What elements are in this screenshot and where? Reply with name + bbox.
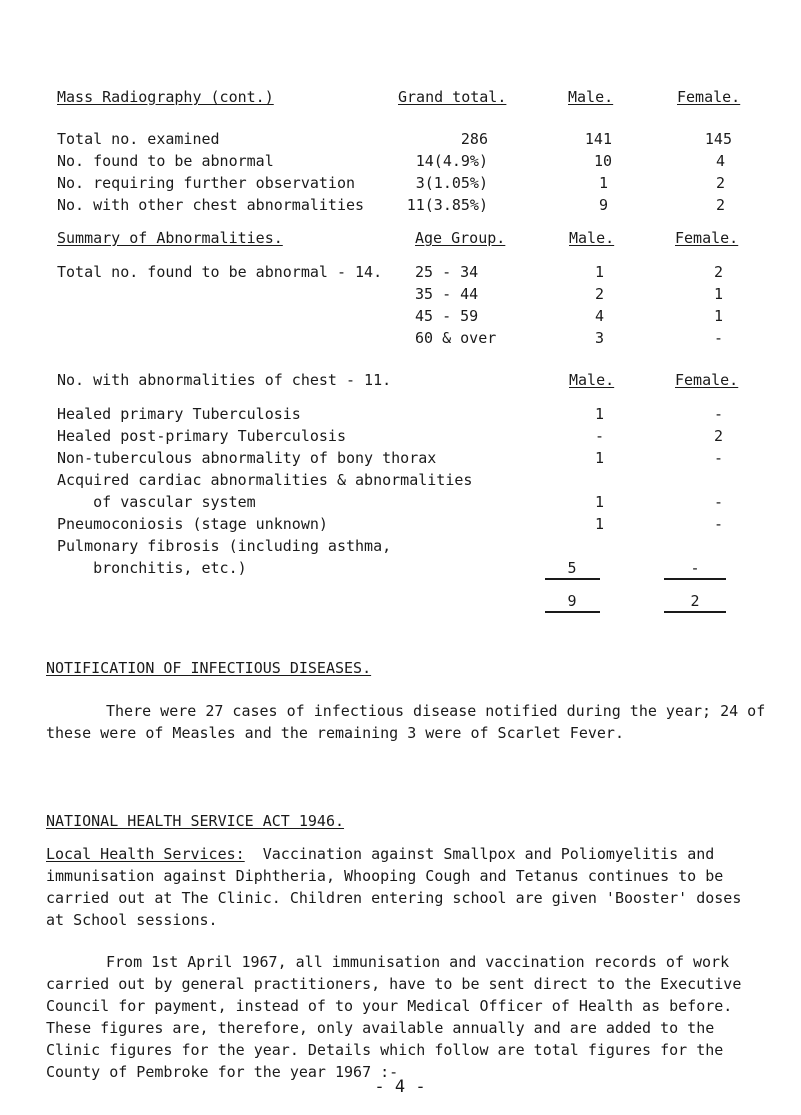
row-label: Total no. examined [57, 130, 220, 148]
row-label: Healed post-primary Tuberculosis [57, 427, 346, 445]
column-header-female: Female. [677, 88, 741, 106]
notification-heading: NOTIFICATION OF INFECTIOUS DISEASES. [46, 659, 372, 677]
female-value: 2 [713, 427, 723, 445]
total-rule-female [664, 611, 726, 613]
row-label: Pneumoconiosis (stage unknown) [57, 515, 328, 533]
male-value: 1 [598, 174, 608, 192]
male-value: 3 [594, 329, 604, 347]
female-value: - [713, 449, 723, 467]
records-paragraph: From 1st April 1967, all immunisation and vaccination records of work carried out by general practitioners, have to be sent direct to the Executive Council for payment, instead of to your Medical Officer of Health as before. These figures are, therefore, only available annually and are added to the Clinic figures for the year. Details which follow are total figures for the County of Pembroke for the year 1967 :- [46, 953, 742, 1081]
row-label: Non-tuberculous abnormality of bony thorax [57, 449, 437, 467]
total-rule-male [545, 611, 600, 613]
row-label: bronchitis, etc.) [57, 559, 247, 577]
local-health-paragraph [46, 843, 766, 931]
male-value: 2 [594, 285, 604, 303]
abnormalities-title: Summary of Abnormalities. [57, 229, 283, 247]
total-female: 2 [690, 592, 700, 610]
female-value: 2 [713, 263, 723, 281]
female-value: 145 [704, 130, 732, 148]
row-label: Healed primary Tuberculosis [57, 405, 301, 423]
female-value: 2 [715, 174, 725, 192]
female-value: 1 [713, 307, 723, 325]
column-header-age-group: Age Group. [415, 229, 506, 247]
page-number: - 4 - [374, 1077, 426, 1097]
female-value: - [713, 405, 723, 423]
row-label: Pulmonary fibrosis (including asthma, [57, 537, 392, 555]
male-value: 5 [567, 559, 577, 577]
nhs-heading: NATIONAL HEALTH SERVICE ACT 1946. [46, 812, 345, 830]
male-value: - [594, 427, 604, 445]
female-value: 4 [715, 152, 725, 170]
section-title: Mass Radiography (cont.) [57, 88, 274, 106]
male-value: 1 [594, 493, 604, 511]
local-health-lead: Local Health Services: [46, 845, 245, 863]
grand-total-value: 14(4.9%) [415, 152, 488, 170]
female-value: - [713, 515, 723, 533]
male-value: 141 [584, 130, 612, 148]
column-header-male: Male. [569, 229, 615, 247]
age-group: 45 - 59 [415, 307, 479, 325]
female-value: - [690, 559, 700, 577]
female-value: - [713, 329, 723, 347]
male-value: 1 [594, 263, 604, 281]
age-group: 25 - 34 [415, 263, 479, 281]
column-header-female: Female. [675, 229, 739, 247]
notification-paragraph: There were 27 cases of infectious disease notified during the year; 24 of these were of Measles and the remaining 3 were of Scarlet Fever. [46, 702, 766, 742]
column-header-grand-total: Grand total. [398, 88, 507, 106]
age-group: 35 - 44 [415, 285, 479, 303]
row-label: of vascular system [57, 493, 256, 511]
female-value: 2 [715, 196, 725, 214]
row-label: No. requiring further observation [57, 174, 356, 192]
age-group: 60 & over [415, 329, 497, 347]
row-label: No. found to be abnormal [57, 152, 274, 170]
female-value: 1 [713, 285, 723, 303]
subtotal-rule-female [664, 578, 726, 580]
grand-total-value: 286 [460, 130, 488, 148]
male-value: 4 [594, 307, 604, 325]
total-male: 9 [567, 592, 577, 610]
row-label: Acquired cardiac abnormalities & abnormalities [57, 471, 473, 489]
grand-total-value: 11(3.85%) [406, 196, 488, 214]
male-value: 9 [598, 196, 608, 214]
column-header-female: Female. [675, 371, 739, 389]
row-label: No. with other chest abnormalities [57, 196, 365, 214]
grand-total-value: 3(1.05%) [415, 174, 488, 192]
male-value: 1 [594, 515, 604, 533]
abnormal-total-label: Total no. found to be abnormal - 14. [57, 263, 383, 281]
chest-title: No. with abnormalities of chest - 11. [57, 371, 392, 389]
column-header-male: Male. [568, 88, 614, 106]
male-value: 1 [594, 405, 604, 423]
column-header-male: Male. [569, 371, 615, 389]
male-value: 10 [593, 152, 612, 170]
local-health-text: Vaccination against Smallpox and Poliomyelitis and immunisation against Diphtheria, Whooping Cough and Tetanus continues to be carried out at The Clinic. Children entering school are given 'Booster' doses at School sessions. [46, 845, 742, 929]
male-value: 1 [594, 449, 604, 467]
female-value: - [713, 493, 723, 511]
subtotal-rule-male [545, 578, 600, 580]
